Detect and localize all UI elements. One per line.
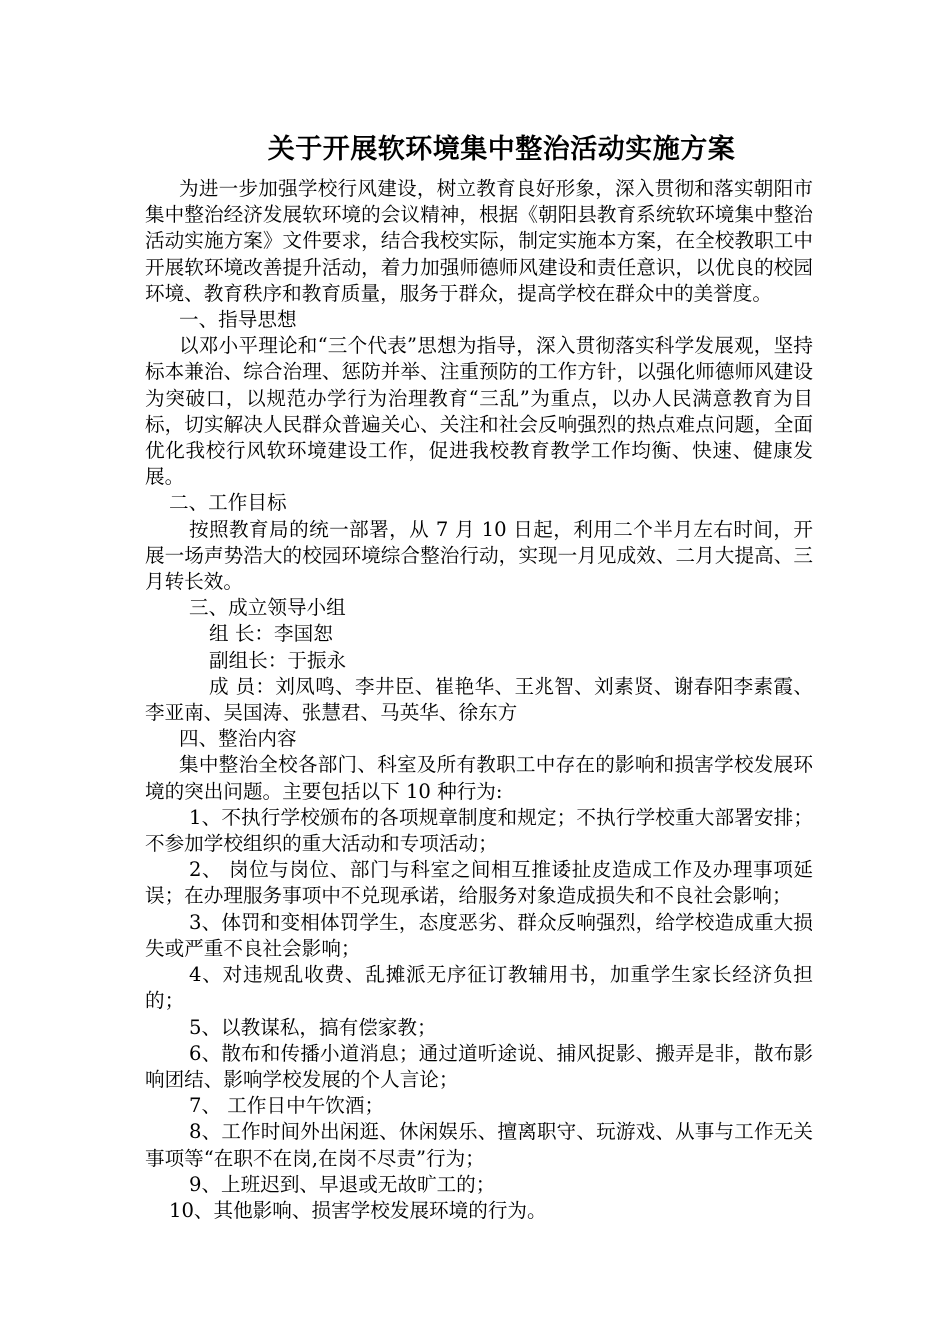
- section-heading-rectification-content: 四、整治内容: [179, 727, 297, 751]
- group-leader-line: 组 长：李国恕: [209, 622, 333, 646]
- section-heading-work-goals: 二、工作目标: [169, 491, 287, 515]
- list-item: 5、以教谋私，搞有偿家教；: [189, 1015, 437, 1039]
- list-item: 9、上班迟到、早退或无故旷工的；: [189, 1172, 496, 1196]
- group-deputy-line: 副组长：于振永: [209, 648, 347, 672]
- list-item: 7、 工作日中午饮酒；: [189, 1094, 385, 1118]
- list-item: 4、对违规乱收费、乱摊派无序征订教辅用书，加重学生家长经济负担的；: [145, 963, 813, 1013]
- work-goals-paragraph: 按照教育局的统一部署，从 7 月 10 日起，利用二个半月左右时间，开展一场声势浩大的校园环境综合整治行动，实现一月见成效、二月大提高、三月转长效。: [145, 517, 813, 594]
- list-item: 3、体罚和变相体罚学生，态度恶劣、群众反响强烈，给学校造成重大损失或严重不良社会影响；: [145, 910, 813, 960]
- list-item: 8、工作时间外出闲逛、休闲娱乐、擅离职守、玩游戏、从事与工作无关事项等“在职不在岗,在岗不尽责”行为；: [145, 1120, 813, 1170]
- section-heading-leadership-group: 三、成立领导小组: [189, 596, 346, 620]
- list-item: 10、其他影响、损害学校发展环境的行为。: [169, 1198, 547, 1222]
- list-item: 2、 岗位与岗位、部门与科室之间相互推诿扯皮造成工作及办理事项延误；在办理服务事项中不兑现承诺，给服务对象造成损失和不良社会影响；: [145, 858, 813, 908]
- section-heading-guiding-ideology: 一、指导思想: [179, 308, 297, 332]
- group-members-line: 成 员：刘凤鸣、李井臣、崔艳华、王兆智、刘素贤、谢春阳李素霞、李亚南、吴国涛、张慧君、马英华、徐东方: [145, 674, 813, 725]
- guiding-ideology-paragraph: 以邓小平理论和“三个代表”思想为指导，深入贯彻落实科学发展观，坚持标本兼治、综合治理、惩防并举、注重预防的工作方针，以强化师德师风建设为突破口，以规范办学行为治理教育“三乱”为重点，以办人民满意教育为目标，切实解决人民群众普遍关心、关注和社会反响强烈的热点难点问题，全面优化我校行风软环境建设工作，促进我校教育教学工作均衡、快速、健康发展。: [145, 334, 813, 489]
- list-item: 6、散布和传播小道消息；通过道听途说、捕风捉影、搬弄是非，散布影响团结、影响学校发展的个人言论；: [145, 1041, 813, 1091]
- document-body: [145, 176, 813, 1224]
- document-title: 关于开展软环境集中整治活动实施方案: [267, 134, 736, 165]
- intro-paragraph: 为进一步加强学校行风建设，树立教育良好形象，深入贯彻和落实朝阳市集中整治经济发展软环境的会议精神，根据《朝阳县教育系统软环境集中整治活动实施方案》文件要求，结合我校实际，制定实施本方案，在全校教职工中开展软环境改善提升活动，着力加强师德师风建设和责任意识，以优良的校园环境、教育秩序和教育质量，服务于群众，提高学校在群众中的美誉度。: [145, 177, 813, 305]
- rectification-content-paragraph: 集中整治全校各部门、科室及所有教职工中存在的影响和损害学校发展环境的突出问题。主要包括以下 10 种行为:: [145, 753, 813, 803]
- list-item: 1、不执行学校颁布的各项规章制度和规定；不执行学校重大部署安排；不参加学校组织的重大活动和专项活动；: [145, 805, 813, 856]
